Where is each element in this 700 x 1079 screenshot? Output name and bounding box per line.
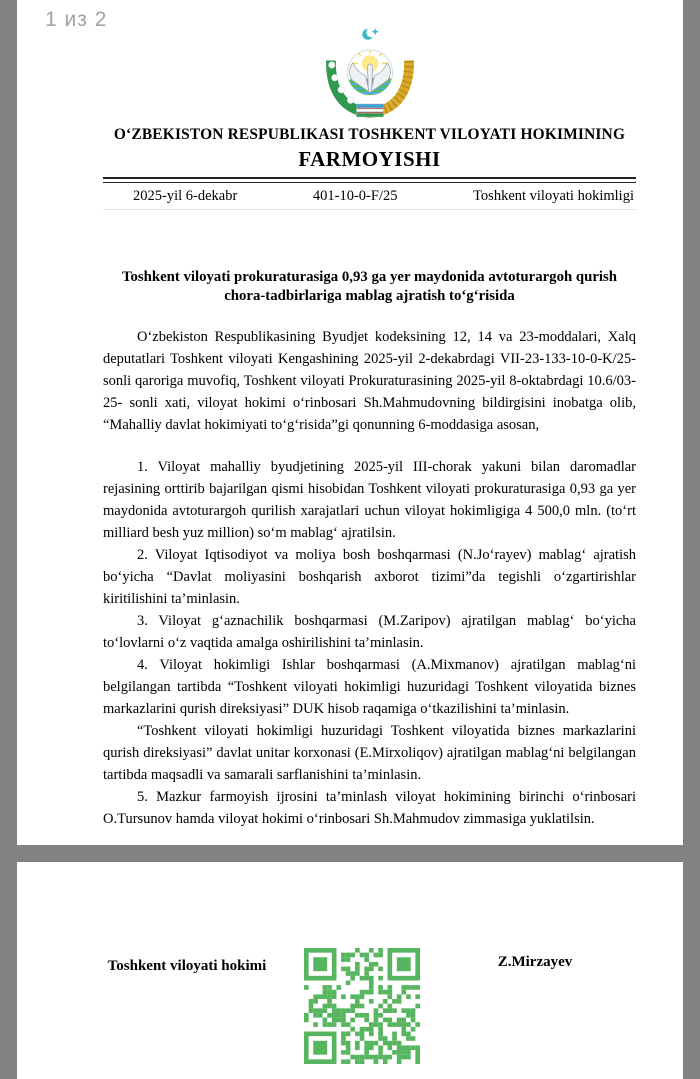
emblem-container xyxy=(103,0,636,122)
document-paragraph: 1. Viloyat mahalliy byudjetining 2025-yil III-chorak yakuni bilan daromadlar rejasining orttirib bajarilgan qismi hisobidan Toshkent viloyati prokuraturasiga 0,93 ga yer maydonida avtoturargoh qurilish xarajatlari uchun viloyat hokimligiga 4 500,0 mln. (toʻrt milliard besh yuz million) soʻm mablagʻ ajratilsin. xyxy=(103,459,636,541)
document-paragraph: 3. Viloyat gʻaznachilik boshqarmasi (M.Zaripov) ajratilgan mablagʻ boʻyicha toʻlovlarni oʻz vaqtida amalga oshirilishini ta’minlasin. xyxy=(103,613,636,651)
document-paragraph: 5. Mazkur farmoyish ijrosini ta’minlash viloyat hokimining birinchi oʻrinbosari O.Tursunov hamda viloyat hokimi oʻrinbosari Sh.Mahmudov zimmasiga yuklatilsin. xyxy=(103,789,636,827)
document-paragraph: 4. Viloyat hokimligi Ishlar boshqarmasi (A.Mixmanov) ajratilgan mablagʻni belgilangan tartibda “Toshkent viloyati hokimligi huzuridagi Toshkent viloyatida biznes markazlarini qurish direksiyasi” DUK hisob raqamiga oʻtkazilishini ta’minlasin. xyxy=(103,657,636,717)
document-date: 2025-yil 6-dekabr xyxy=(133,188,238,204)
signer-title: Toshkent viloyati hokimi xyxy=(107,958,267,974)
document-type-title: FARMOYISHI xyxy=(298,147,441,171)
document-number: 401-10-0-F/25 xyxy=(312,188,398,204)
document-page-2 xyxy=(17,862,683,1079)
document-page-1 xyxy=(17,0,683,845)
issuing-organization: Toshkent viloyati hokimligi xyxy=(473,188,634,204)
decree-body xyxy=(103,326,636,830)
document-paragraph: Oʻzbekiston Respublikasining Byudjet kodeksining 12, 14 va 23-moddalari, Xalq deputatlari Toshkent viloyati Kengashining 2025-yil 2-dekabrdagi VII-23-133-10-0-K/25-sonli qaroriga muvofiq, Toshkent viloyati Prokuraturasining 2025-yil 8-oktabrdagi 10.6/03-25- sonli xati, viloyat hokimi oʻrinbosari Sh.Mahmudovning bildirgisini inobatga olib, “Mahalliy davlat hokimiyati toʻgʻrisida”gi qonunning 6-moddasiga asosan, xyxy=(103,329,636,433)
document-paragraph: 2. Viloyat Iqtisodiyot va moliya bosh boshqarmasi (N.Joʻrayev) mablagʻ ajratish boʻyicha “Davlat moliyasini boshqarish axborot tizimi”da tegishli oʻzgartirishlar kiritilishini ta’minlasin. xyxy=(103,547,636,607)
signer-name: Z.Mirzayev xyxy=(497,954,573,970)
document-paragraph: “Toshkent viloyati hokimligi huzuridagi Toshkent viloyatida biznes markazlarini qurish direksiyasi” davlat unitar korxonasi (E.Mirxoliqov) ajratilgan mablagʻni belgilangan tartibda maqsadli va samarali sarflanishini ta’minlasin. xyxy=(103,723,636,783)
signature-block xyxy=(17,862,683,1069)
decree-title: Toshkent viloyati prokuraturasiga 0,93 ga yer maydonida avtoturargoh qurish chora-tadbirlariga mablag ajratish toʻgʻrisida xyxy=(121,269,618,304)
issuing-authority: OʻZBEKISTON RESPUBLIKASI TOSHKENT VILOYATI HOKIMINING xyxy=(113,126,626,143)
uzbekistan-state-emblem-icon xyxy=(325,26,415,119)
qr-code xyxy=(297,948,427,1069)
document-meta-row xyxy=(103,183,636,209)
header-thin-rule xyxy=(103,209,636,210)
page-indicator: 1 из 2 xyxy=(45,8,108,31)
